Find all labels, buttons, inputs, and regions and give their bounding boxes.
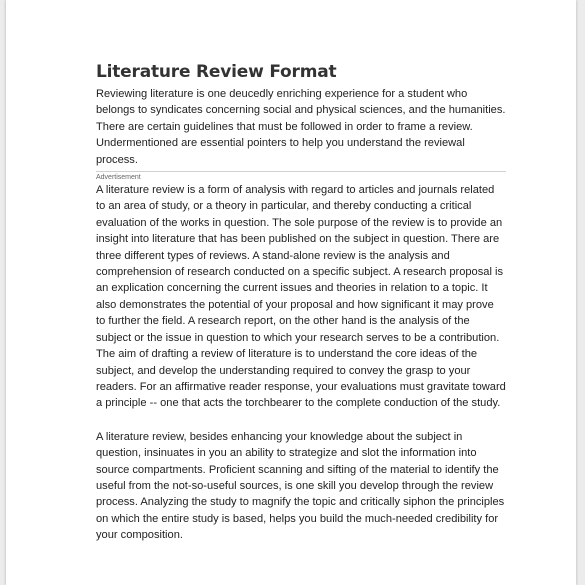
intro-paragraph: Reviewing literature is one deucedly enriching experience for a student who belongs to syndicates concerning social and physical sciences, and the humanities. There are certain guidelines that must be followed in order to frame a review. Undermentioned are essential pointers to help you understand the reviewal process. bbox=[96, 86, 506, 172]
body-paragraph-1: A literature review is a form of analysis with regard to articles and journals related to an area of study, or a theory in particular, and thereby conducting a critical evaluation of the works in question. The sole purpose of the review is to provide an insight into literature that has been published on the subject in question. There are three different types of reviews. A stand-alone review is the analysis and comprehension of research conducted on a specific subject. A research proposal is an explication concerning the current issues and theories in relation to a topic. It also demonstrates the potential of your proposal and how significant it may prove to further the field. A research report, on the other hand is the analysis of the subject or the issue in question to which your research serves to be a contribution. The aim of drafting a review of literature is to understand the core ideas of the subject, and develop the understanding required to convey the grasp to your readers. For an affirmative reader response, your evaluations must gravitate toward a principle -- one that acts the torchbearer to the complete conduction of the study. bbox=[96, 184, 506, 410]
paragraph-spacer bbox=[96, 412, 506, 429]
document-title: Literature Review Format bbox=[96, 62, 337, 82]
document-content bbox=[96, 62, 506, 544]
body-paragraph-2: A literature review, besides enhancing your knowledge about the subject in question, insinuates in you an ability to strategize and slot the information into source compartments. Proficient scanning and sifting of the material to identify the useful from the not-so-useful sources, is one skill you develop through the review process. Analyzing the study to magnify the topic and critically siphon the principles on which the entire study is based, helps you build the much-needed credibility for your composition. bbox=[96, 430, 505, 542]
advertisement-label: Advertisement bbox=[96, 174, 141, 182]
document-page bbox=[6, 0, 576, 585]
